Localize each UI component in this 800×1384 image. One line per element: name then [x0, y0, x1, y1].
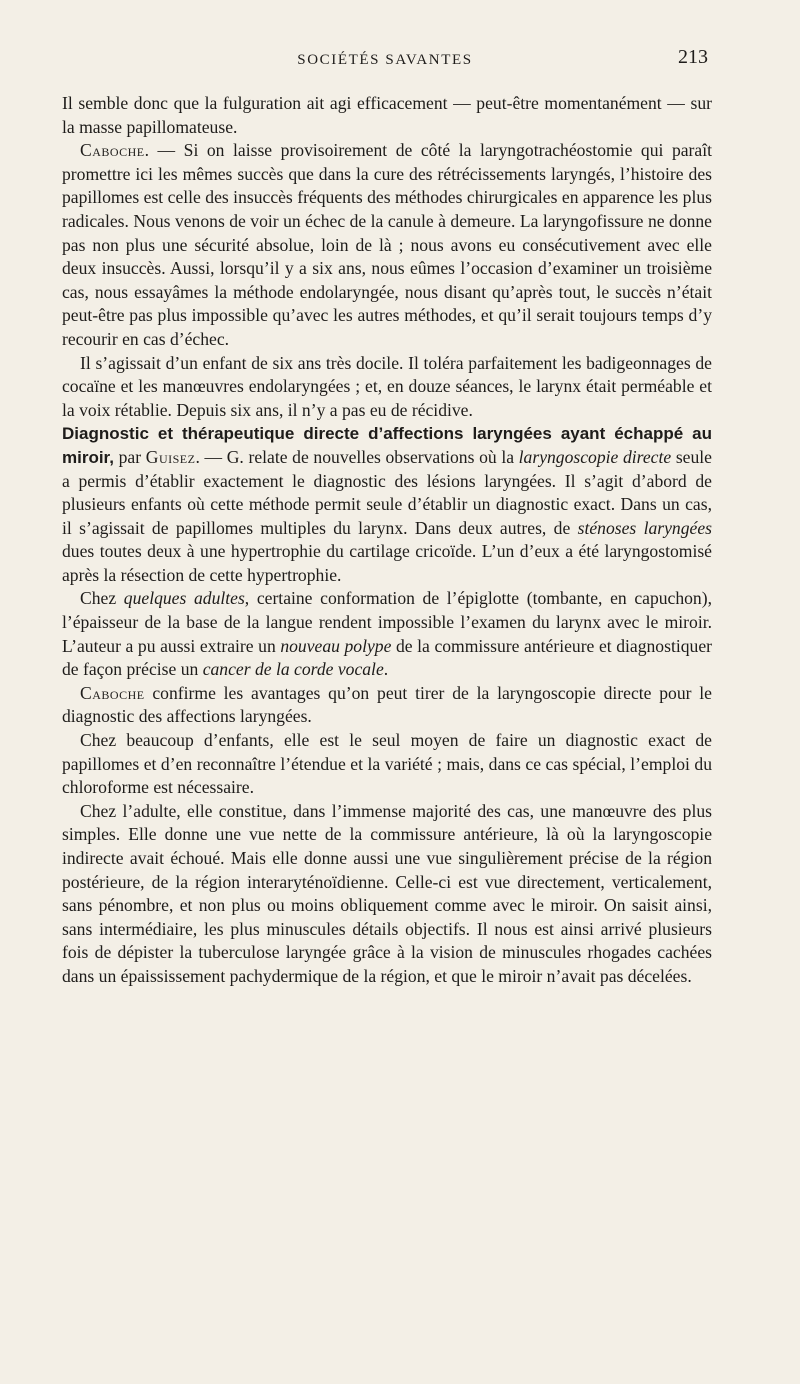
italic-term: cancer de la corde vocale — [202, 659, 384, 680]
italic-term: sténoses laryngées — [577, 517, 712, 538]
author-name: Caboche — [80, 682, 145, 703]
running-head — [62, 46, 708, 74]
text-run: par — [113, 446, 146, 467]
text-run: Il s’agissait d’un enfant de six ans très docile. Il toléra parfaitement les badigeonnages de cocaïne et les manœuvres endolaryngées ; et, en douze séances, le larynx était perméable et la voix rétablie. Depuis six ans, il n’y a pas eu de récidive. — [62, 352, 712, 420]
paragraph-p1 — [62, 92, 712, 139]
paragraph-p5 — [62, 587, 712, 681]
text-run: seule a permis d’établir exactement le diagnostic des lésions laryngées. Il s’agit d’abord de plusieurs enfants où cette méthode permit seule d’établir un diagnostic exact. Dans un cas, il s’agissait de papillomes multiples du larynx. Dans deux autres, de — [62, 446, 712, 538]
author-name: Caboche — [80, 140, 145, 161]
section-heading: Diagnostic et thérapeutique directe d’affections laryngées ayant échappé au miroir, — [62, 424, 712, 467]
paragraph-p6 — [62, 682, 712, 729]
text-run: de la commissure antérieure et diagnostiquer de façon précise un — [62, 635, 712, 680]
text-run: , certaine conformation de l’épiglotte (tombante, en capuchon), l’épaisseur de la base de la langue rendent impossible l’examen du larynx avec le miroir. L’auteur a pu aussi extraire un — [62, 588, 712, 656]
paragraph-p8 — [62, 800, 712, 989]
running-head-title: SOCIÉTÉS SAVANTES — [297, 52, 473, 68]
paragraph-p7 — [62, 729, 712, 800]
paragraph-p4 — [62, 422, 712, 587]
text-run: Chez — [80, 588, 124, 609]
body-text — [62, 92, 712, 989]
text-run: . — [383, 659, 389, 680]
author-name: Guisez — [145, 446, 196, 467]
italic-term: laryngoscopie directe — [518, 446, 672, 467]
text-run: . — Si on laisse provisoirement de côté la laryngotrachéostomie qui paraît promettre ici les mêmes succès que dans la cure des rétrécissements laryngés, l’histoire des papillomes est celle des insuccès fréquents des méthodes chirurgicales en apparence les plus radicales. Nous venons de voir un échec de la canule à demeure. La laryngofissure ne donne pas non plus une sécurité absolue, loin de là ; nous avons eu consécutivement avec elle deux insuccès. Aussi, lorsqu’il y a six ans, nous eûmes l’occasion d’examiner un troisième cas, nous essayâmes la méthode endolaryngée, nous disant qu’après tout, le succès n’était peut-être pas plus impossible qu’avec les autres méthodes, et qu’il serait toujours temps d’y recourir en cas d’échec. — [62, 140, 712, 349]
italic-term: nouveau polype — [280, 635, 392, 656]
text-run: Il semble donc que la fulguration ait agi efficacement — peut-être momentanément — sur la masse papillomateuse. — [62, 93, 712, 137]
text-run: . — G. relate de nouvelles observations où la — [195, 446, 519, 467]
page-number: 213 — [678, 46, 708, 68]
paragraph-p2 — [62, 139, 712, 351]
text-run: Chez l’adulte, elle constitue, dans l’immense majorité des cas, une manœuvre des plus simples. Elle donne une vue nette de la commissure antérieure, là où la laryngoscopie indirecte avait échoué. Mais elle donne aussi une vue singulièrement précise de la région postérieure, de la région interaryténoïdienne. Celle-ci est vue directement, verticalement, sans pénombre, et non plus ou moins obliquement comme avec le miroir. On saisit ainsi, sans intermédiaire, les plus minuscules détails objectifs. Il nous est ainsi arrivé plusieurs fois de dépister la tuberculose laryngée grâce à la vision de minuscules rhogades cachées dans un épaississement pachydermique de la région, et que le miroir n’avait pas décelées. — [62, 800, 712, 986]
text-run: dues toutes deux à une hypertrophie du cartilage cricoïde. L’un d’eux a été laryngostomisé après la résection de cette hypertrophie. — [62, 541, 712, 585]
italic-term: quelques adultes — [123, 588, 245, 609]
text-run: Chez beaucoup d’enfants, elle est le seul moyen de faire un diagnostic exact de papillomes et d’en reconnaître l’étendue et la variété ; mais, dans ce cas spécial, l’emploi du chloroforme est nécessaire. — [62, 730, 712, 798]
text-run: confirme les avantages qu’on peut tirer de la laryngoscopie directe pour le diagnostic des affections laryngées. — [62, 682, 712, 727]
paragraph-p3 — [62, 352, 712, 423]
